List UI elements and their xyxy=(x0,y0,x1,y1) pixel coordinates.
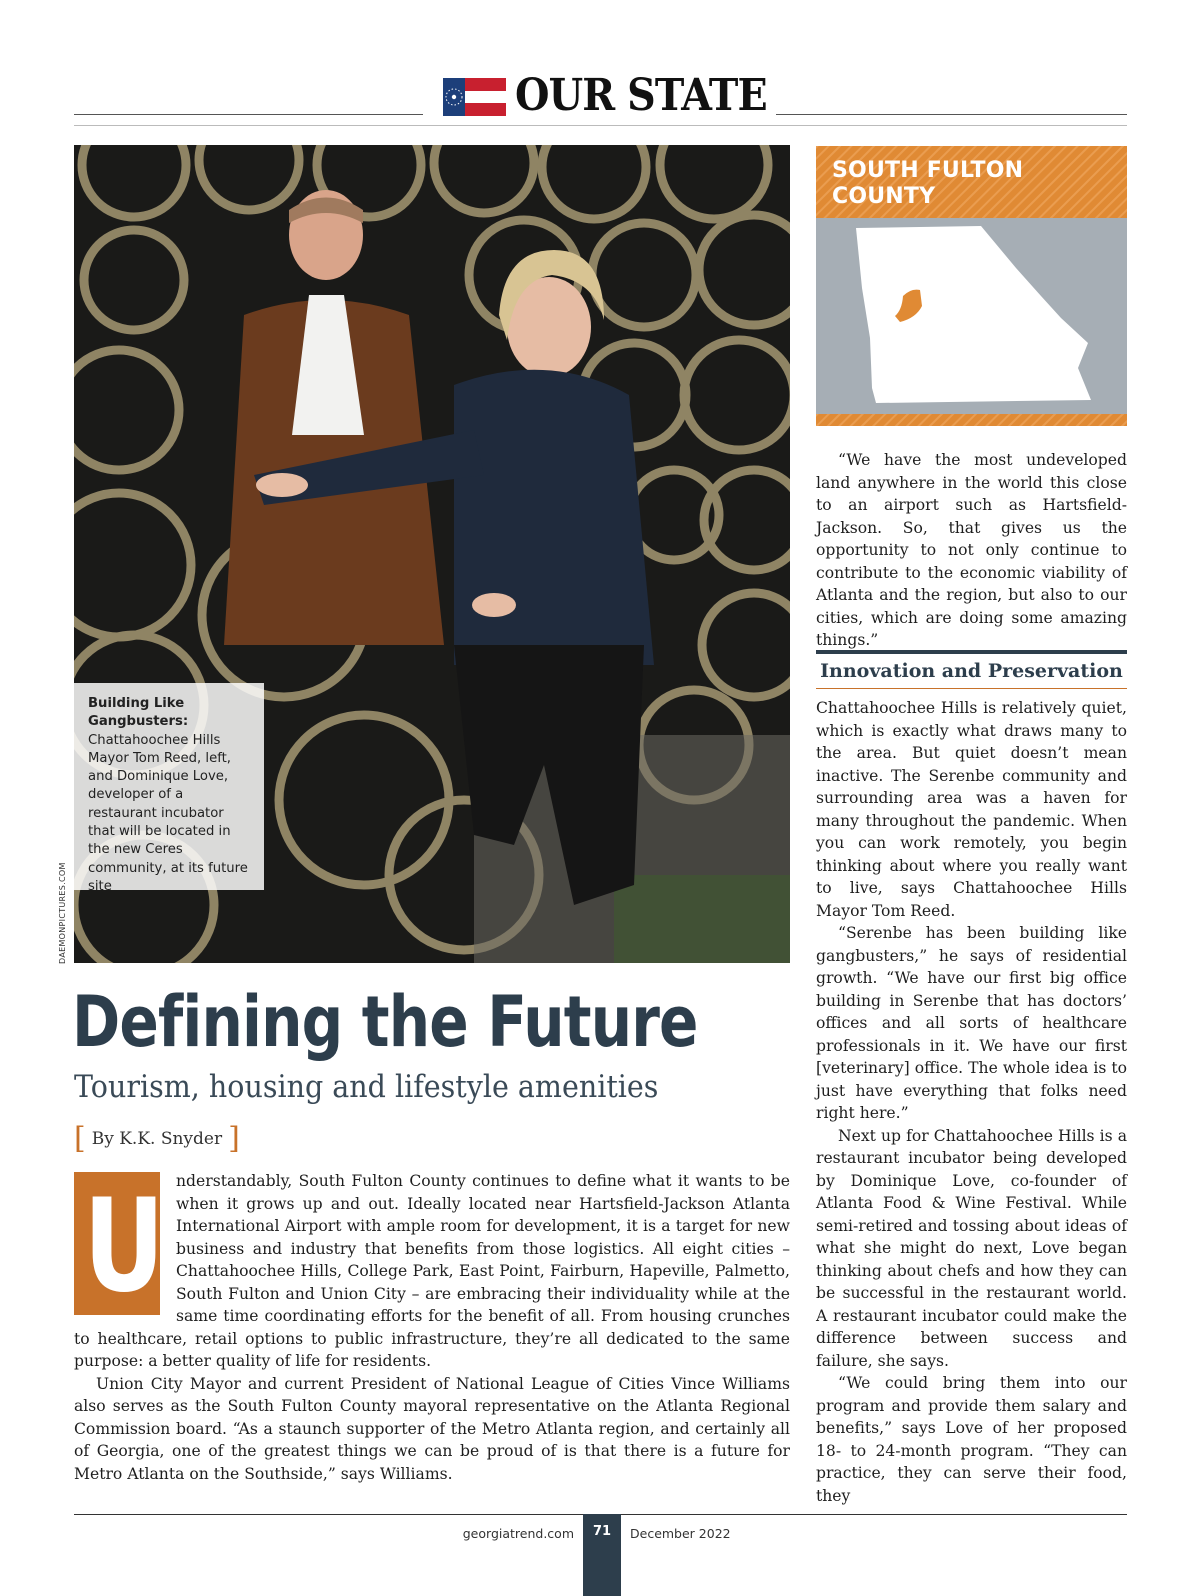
byline xyxy=(74,1121,240,1156)
article-body xyxy=(74,1170,790,1485)
page-number: 71 xyxy=(592,1524,612,1539)
body-paragraph: nderstandably, South Fulton County continues to define what it wants to be when it grows up and out. Ideally located near Hartsfield-Jackson Atlanta International Airport with ample room for development, it is a target for new business and industry that benefits from those logistics. All eight cities – Chattahoochee Hills, College Park, East Point, Fairburn, Hapeville, Palmetto, South Fulton and Union City – are embracing their individuality while at the same time coordinating efforts for the benefit of all. From housing crunches to healthcare, retail options to public infrastructure, they’re all dedicated to the same purpose: a better quality of life for residents. xyxy=(74,1172,790,1370)
map-header xyxy=(816,146,1127,218)
quote-paragraph: “We have the most undeveloped land anywhere in the world this close to an airport such as Hartsfield-Jackson. So, that gives us the opportunity to not only continue to contribute to the economic viability of Atlanta and the region, but also to our cities, which are doing some amazing things.” xyxy=(816,451,1127,649)
subhead-rule-top xyxy=(816,650,1127,654)
byline-bracket-right: ] xyxy=(228,1121,240,1156)
subhead-rule-bottom xyxy=(816,688,1127,689)
caption-title: Building Like Gangbusters: xyxy=(88,696,189,730)
header-rule-right xyxy=(776,114,1127,115)
byline-text: By K.K. Snyder xyxy=(91,1129,223,1149)
caption-text: Chattahoochee Hills Mayor Tom Reed, left, and Dominique Love, developer of a restaurant incubator that will be located in the new Ceres community, at its future site xyxy=(88,732,248,894)
header-rule-bottom xyxy=(74,125,1127,126)
county-map-box xyxy=(816,146,1127,426)
footer-site: georgiatrend.com xyxy=(462,1526,574,1541)
body-paragraph: “We could bring them into our program and provide them salary and benefits,” says Love of her proposed 18- to 24-month program. “They can practice, they can serve their food, they xyxy=(816,1374,1127,1505)
georgia-state-map-icon xyxy=(816,218,1127,414)
page-number-tab xyxy=(583,1514,621,1596)
body-paragraph: Union City Mayor and current President of National League of Cities Vince Williams also serves as the South Fulton County mayoral representative on the Atlanta Regional Commission board. “As a staunch supporter of the Metro Atlanta region, and certainly all of Georgia, one of the greatest things we can be proud of is that there is a future for Metro Atlanta on the Southside,” says Williams. xyxy=(74,1374,790,1483)
header-rule-left xyxy=(74,114,423,115)
footer-date: December 2022 xyxy=(630,1526,731,1541)
photo-credit: DAEMONPICTURES.COM xyxy=(58,862,67,964)
sidebar-quote xyxy=(816,449,1127,652)
drop-cap xyxy=(74,1172,165,1321)
body-paragraph: Next up for Chattahoochee Hills is a restaurant incubator being developed by Dominique Love, co-founder of Atlanta Food & Wine Festival. While semi-retired and tossing about ideas of what she might do next, Love began thinking about chefs and how they can be successful in the restaurant world. A restaurant incubator could make the difference between success and failure, she says. xyxy=(816,1126,1127,1370)
deck: Tourism, housing and lifestyle amenities xyxy=(74,1069,659,1105)
body-paragraph: Chattahoochee Hills is relatively quiet, which is exactly what draws many to the area. But quiet doesn’t mean inactive. The Serenbe community and surrounding area was a haven for many throughout the pandemic. When you can work remotely, you begin thinking about where you really want to live, says Chattahoochee Hills Mayor Tom Reed. xyxy=(816,699,1127,920)
byline-bracket-left: [ xyxy=(74,1121,86,1156)
map-footer xyxy=(816,414,1127,426)
subhead: Innovation and Preservation xyxy=(820,660,1123,682)
stripe-pattern-footer xyxy=(816,414,1127,426)
body-paragraph: “Serenbe has been building like gangbusters,” he says of residential growth. “We have our first big office building in Serenbe that has doctors’ offices and all sorts of healthcare professionals in it. We have our first [veterinary] office. The whole idea is to just have everything that folks need right here.” xyxy=(816,924,1127,1122)
section-title: OUR STATE xyxy=(515,70,767,121)
map-title: SOUTH FULTON COUNTY xyxy=(832,158,1024,209)
headline: Defining the Future xyxy=(72,981,698,1063)
georgia-flag-icon xyxy=(443,78,506,116)
sidebar-body xyxy=(816,697,1127,1507)
drop-cap-letter: U xyxy=(83,1172,165,1321)
photo-caption xyxy=(74,683,264,894)
map-body xyxy=(816,218,1127,414)
